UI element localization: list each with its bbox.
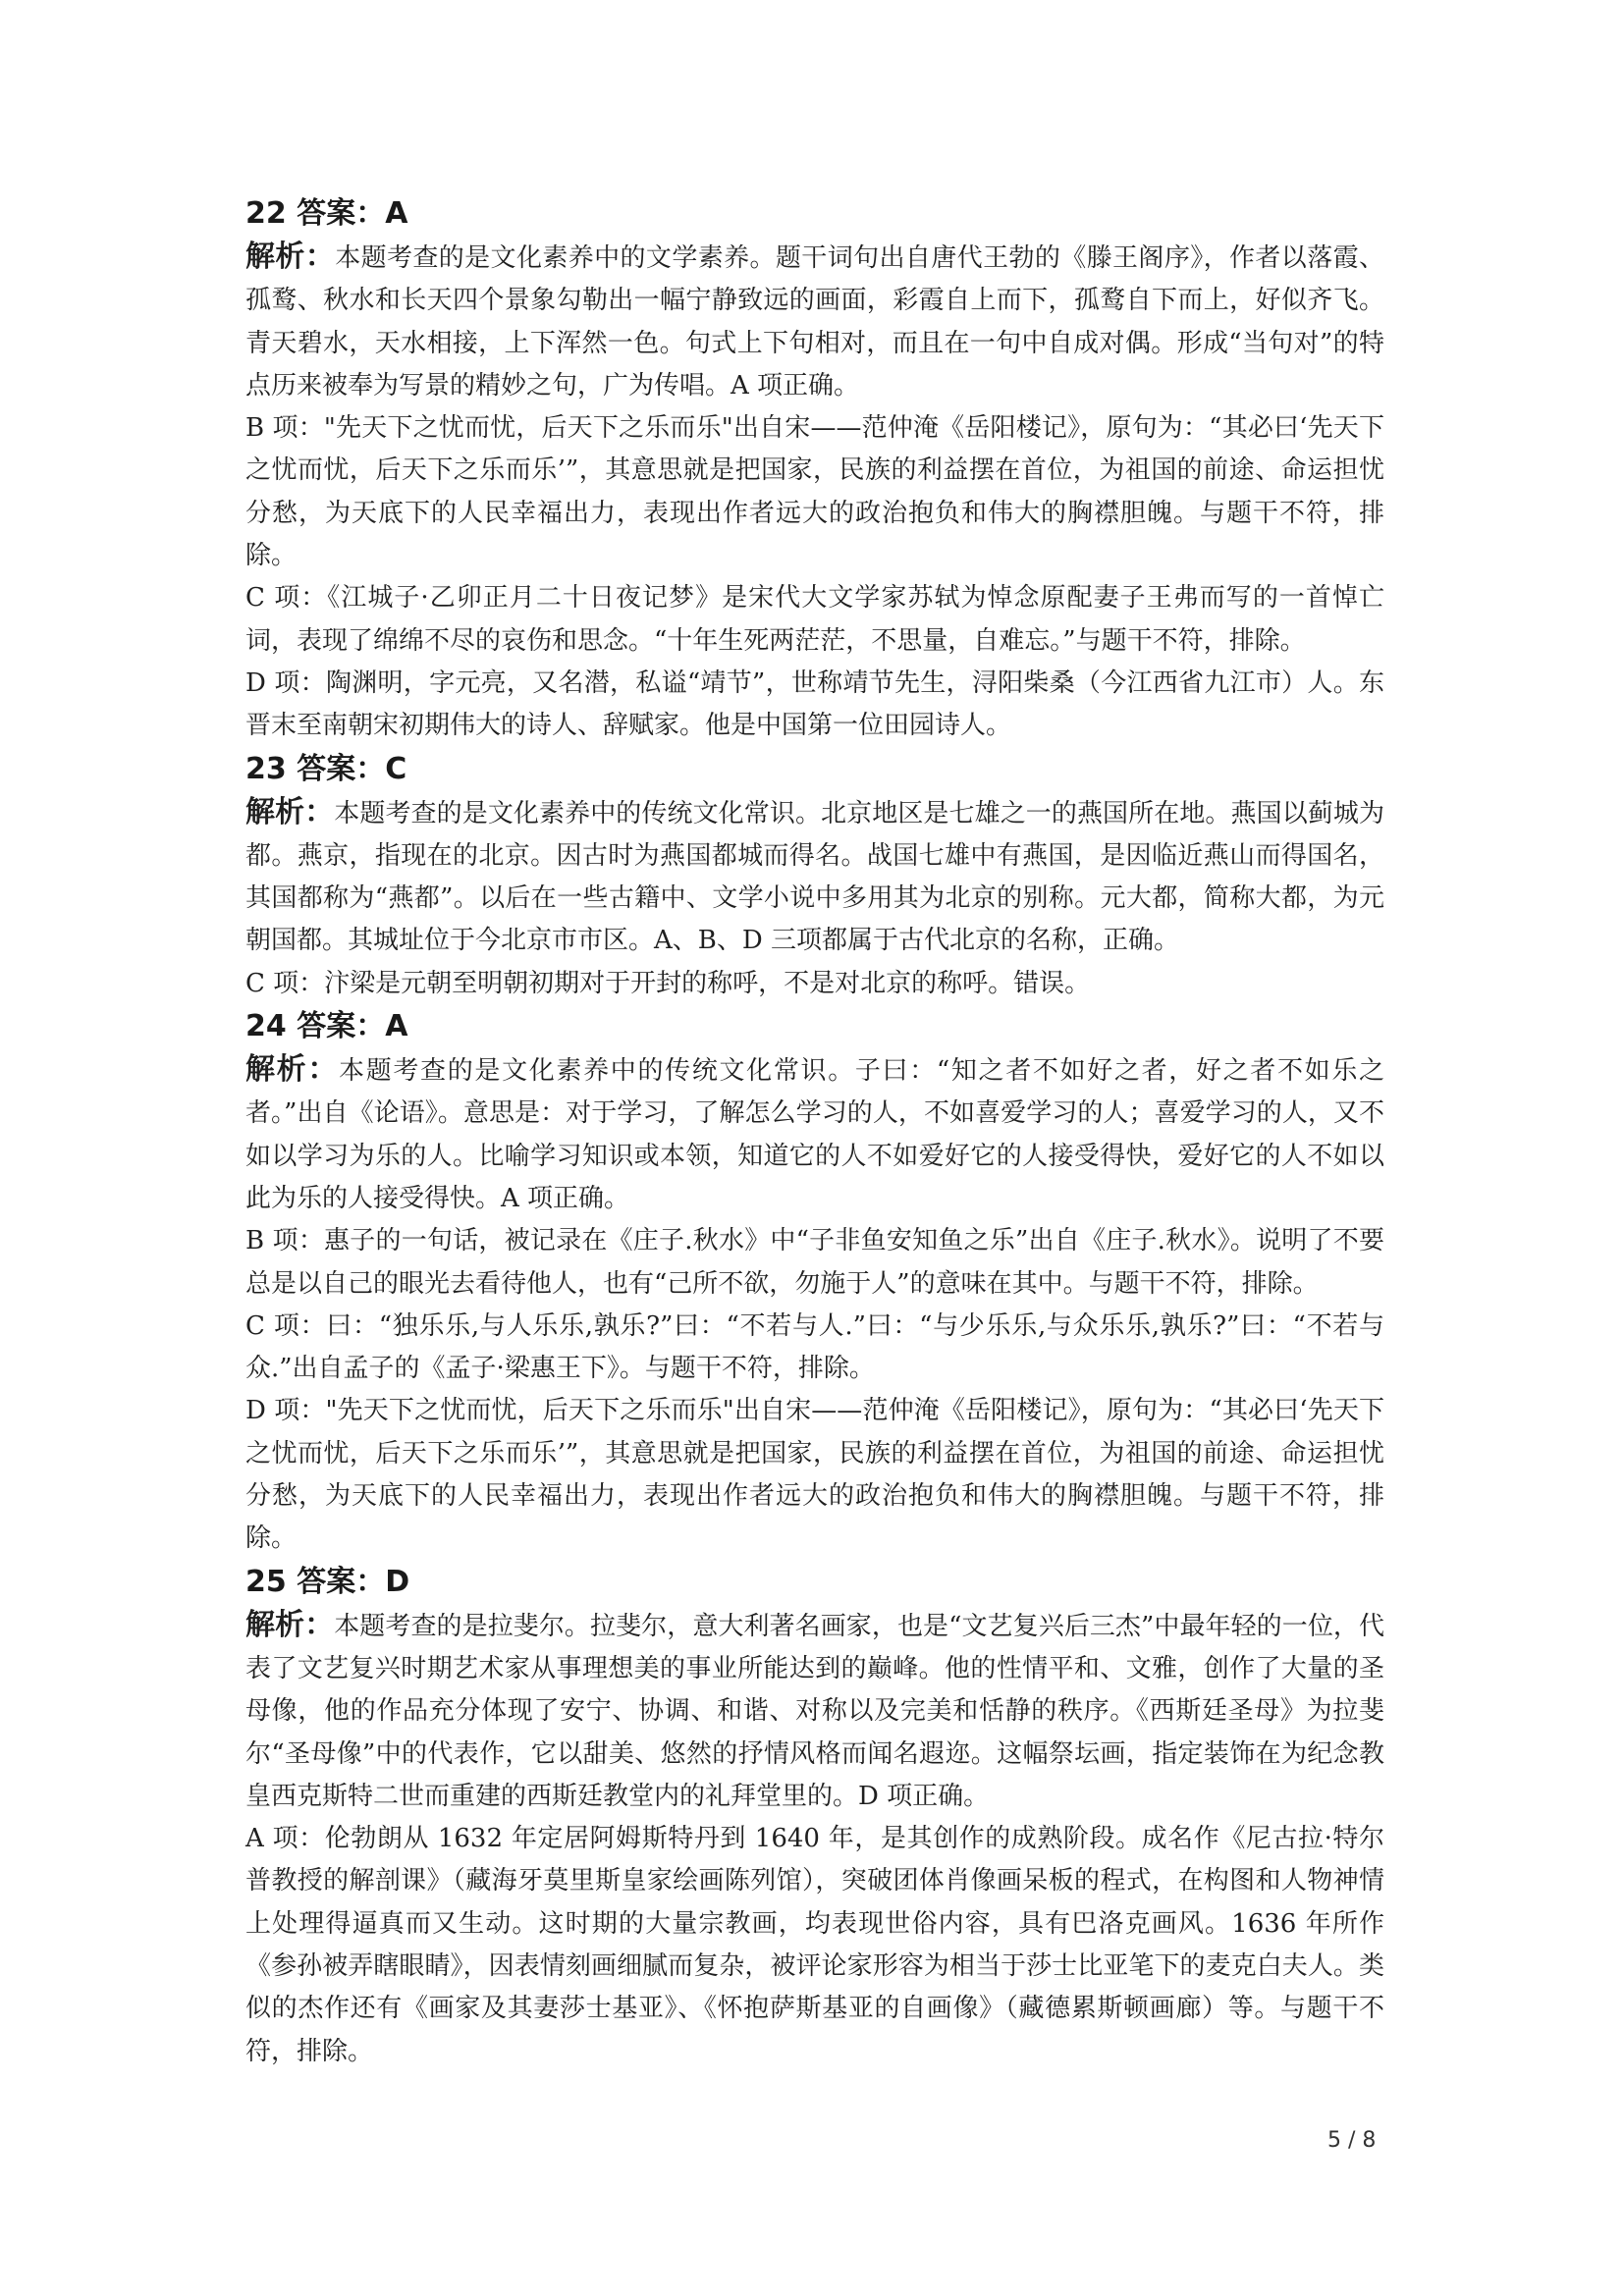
analysis-paragraph [245,1048,1384,1220]
answer-section-23 [245,748,1384,1005]
page-number: 5 / 8 [1327,2128,1377,2153]
analysis-label: 解析： [245,240,336,274]
option-explanation: D 项：陶渊明，字元亮，又名潜，私谥“靖节”，世称靖节先生，浔阳柴桑（今江西省九江市）人。东晋末至南朝宋初期伟大的诗人、辞赋家。他是中国第一位田园诗人。 [245,667,1384,741]
analysis-text: 本题考查的是文化素养中的传统文化常识。子曰：“知之者不如好之者，好之者不如乐之者。”出自《论语》。意思是：对于学习，了解怎么学习的人，不如喜爱学习的人；喜爱学习的人，又不如以学习为乐的人。比喻学习知识或本领，知道它的人不如爱好它的人接受得快，爱好它的人不如以此为乐的人接受得快。A 项正确。 [245,1056,1385,1213]
analysis-text: 本题考查的是文化素养中的传统文化常识。北京地区是七雄之一的燕国所在地。燕国以蓟城为都。燕京，指现在的北京。因古时为燕国都城而得名。战国七雄中有燕国，是因临近燕山而得国名，其国都称为“燕都”。以后在一些古籍中、文学小说中多用其为北京的别称。元大都，简称大都，为元朝国都。其城址位于今北京市市区。A、B、D 三项都属于古代北京的名称，正确。 [245,798,1384,956]
analysis-label: 解析： [245,794,335,829]
analysis-text: 本题考查的是文化素养中的文学素养。题干词句出自唐代王勃的《滕王阁序》，作者以落霞、孤鹜、秋水和长天四个景象勾勒出一幅宁静致远的画面，彩霞自上而下，孤鹜自下而上，好似齐飞。青天碧水，天水相接，上下浑然一色。句式上下句相对，而且在一句中自成对偶。形成“当句对”的特点历来被奉为写景的精妙之句，广为传唱。A 项正确。 [245,243,1384,400]
option-explanation: C 项：曰：“独乐乐,与人乐乐,孰乐?”曰：“不若与人.”曰：“与少乐乐,与众乐乐,孰乐?”曰：“不若与众.”出自孟子的《孟子·梁惠王下》。与题干不符，排除。 [245,1310,1384,1384]
analysis-label: 解析： [245,1052,340,1088]
option-explanation: C 项：《江城子·乙卯正月二十日夜记梦》是宋代大文学家苏轼为悼念原配妻子王弗而写的一首悼亡词，表现了绵绵不尽的哀伤和思念。“十年生死两茫茫，不思量，自难忘。”与题干不符，排除。 [245,583,1384,656]
answer-heading: 23 答案：C [245,751,407,786]
document-body [245,192,1384,2073]
analysis-label: 解析： [245,1607,335,1642]
option-explanation: A 项：伦勃朗从 1632 年定居阿姆斯特丹到 1640 年，是其创作的成熟阶段。成名作《尼古拉·特尔普教授的解剖课》（藏海牙莫里斯皇家绘画陈列馆），突破团体肖像画呆板的程式，在构图和人物神情上处理得逼真而又生动。这时期的大量宗教画，均表现世俗内容，具有巴洛克画风。1636 年所作《参孙被弄瞎眼睛》，因表情刻画细腻而复杂，被评论家形容为相当于莎士比亚笔下的麦克白夫人。类似的杰作还有《画家及其妻莎士基亚》、《怀抱萨斯基亚的自画像》（藏德累斯顿画廊）等。与题干不符，排除。 [245,1824,1384,2066]
option-explanation: B 项：惠子的一句话，被记录在《庄子.秋水》中“子非鱼安知鱼之乐”出自《庄子.秋水》。说明了不要总是以自己的眼光去看待他人，也有“己所不欲，勿施于人”的意味在其中。与题干不符，排除。 [245,1226,1384,1299]
answer-section-25 [245,1561,1384,2073]
answer-section-22 [245,192,1384,748]
option-explanation: B 项："先天下之忧而忧，后天下之乐而乐"出自宋——范仲淹《岳阳楼记》，原句为：“其必曰‘先天下之忧而忧，后天下之乐而乐’”，其意思就是把国家，民族的利益摆在首位，为祖国的前途、命运担忧分愁，为天底下的人民幸福出力，表现出作者远大的政治抱负和伟大的胸襟胆魄。与题干不符，排除。 [245,413,1384,571]
analysis-text: 本题考查的是拉斐尔。拉斐尔，意大利著名画家，也是“文艺复兴后三杰”中最年轻的一位，代表了文艺复兴时期艺术家从事理想美的事业所能达到的巅峰。他的性情平和、文雅，创作了大量的圣母像，他的作品充分体现了安宁、协调、和谐、对称以及完美和恬静的秩序。《西斯廷圣母》为拉斐尔“圣母像”中的代表作，它以甜美、悠然的抒情风格而闻名遐迩。这幅祭坛画，指定装饰在为纪念教皇西克斯特二世而重建的西斯廷教堂内的礼拜堂里的。D 项正确。 [245,1611,1384,1811]
answer-heading: 24 答案：A [245,1009,408,1044]
answer-heading: 22 答案：A [245,196,408,231]
analysis-paragraph [245,236,1384,407]
option-explanation: D 项："先天下之忧而忧，后天下之乐而乐"出自宋——范仲淹《岳阳楼记》，原句为：“其必曰‘先天下之忧而忧，后天下之乐而乐’”，其意思就是把国家，民族的利益摆在首位，为祖国的前途、命运担忧分愁，为天底下的人民幸福出力，表现出作者远大的政治抱负和伟大的胸襟胆魄。与题干不符，排除。 [245,1396,1384,1554]
analysis-paragraph [245,791,1384,963]
option-explanation: C 项：汴梁是元朝至明朝初期对于开封的称呼，不是对北京的称呼。错误。 [245,968,1091,998]
analysis-paragraph [245,1604,1384,1818]
answer-section-24 [245,1005,1384,1561]
answer-heading: 25 答案：D [245,1564,410,1599]
